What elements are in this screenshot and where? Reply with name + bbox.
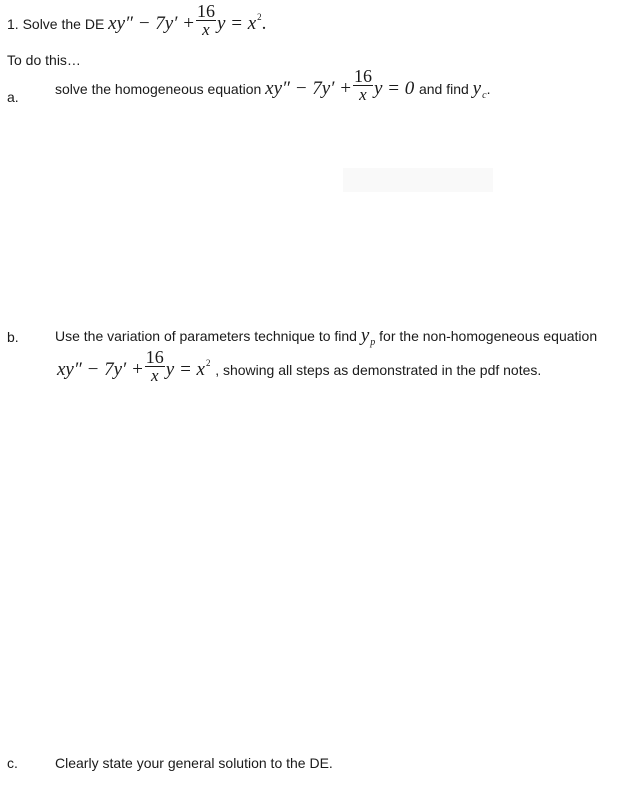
faint-answer-area [343,168,493,192]
eq-end: . [261,12,267,34]
part-a-fraction [353,67,373,104]
todo-text: To do this… [7,52,81,68]
eq-rhs: y = x [216,12,257,34]
eq-lhs: xy″ − 7y′ + [108,12,195,34]
part-a-target-var: y [472,77,482,99]
part-a-fraction-denominator: x [359,85,367,104]
part-b-fraction-numerator: 16 [145,347,164,367]
eq-exponent: 2 [257,11,262,22]
part-a-text-after: and find [418,80,469,97]
part-b-eq-lhs: xy″ − 7y′ + [57,358,144,380]
eq-fraction [196,2,216,39]
part-b-target-sub: p [370,337,376,348]
part-b-text-after: for the non-homogeneous equation [379,328,598,344]
part-a-target [473,78,487,99]
part-a-end: . [486,80,491,97]
part-a-eq-rhs: y = 0 [373,77,415,99]
part-b-text-before: Use the variation of parameters technique to find [55,328,357,344]
part-b-fraction-denominator: x [150,366,159,385]
part-b-eq-exponent: 2 [205,357,211,368]
part-b-fraction [145,348,165,385]
part-b-eq-rhs: y = x [165,358,205,380]
part-b-target-var: y [360,325,370,346]
part-c-text: Clearly state your general solution to the DE. [55,755,333,771]
problem-statement [7,1,267,43]
part-a-label: a. [7,89,19,105]
part-a-target-sub: c [482,89,487,101]
part-b-line2 [57,347,542,389]
main-equation [108,1,267,39]
part-b-line1 [55,325,597,348]
problem-number-label: 1. Solve the DE [7,15,105,32]
part-c-label: c. [7,755,18,771]
part-a-fraction-numerator: 16 [353,66,372,86]
part-a-equation [265,66,419,104]
part-b-target [361,325,375,346]
eq-fraction-denominator: x [202,20,210,39]
part-a-eq-lhs: xy″ − 7y′ + [265,77,352,99]
part-a-text [55,66,491,108]
part-b-label: b. [7,329,19,345]
eq-fraction-numerator: 16 [196,1,215,21]
part-a-text-before: solve the homogeneous equation [55,80,262,97]
part-b-text-end: , showing all steps as demonstrated in the pdf notes. [215,361,542,378]
part-b-equation [57,347,215,385]
